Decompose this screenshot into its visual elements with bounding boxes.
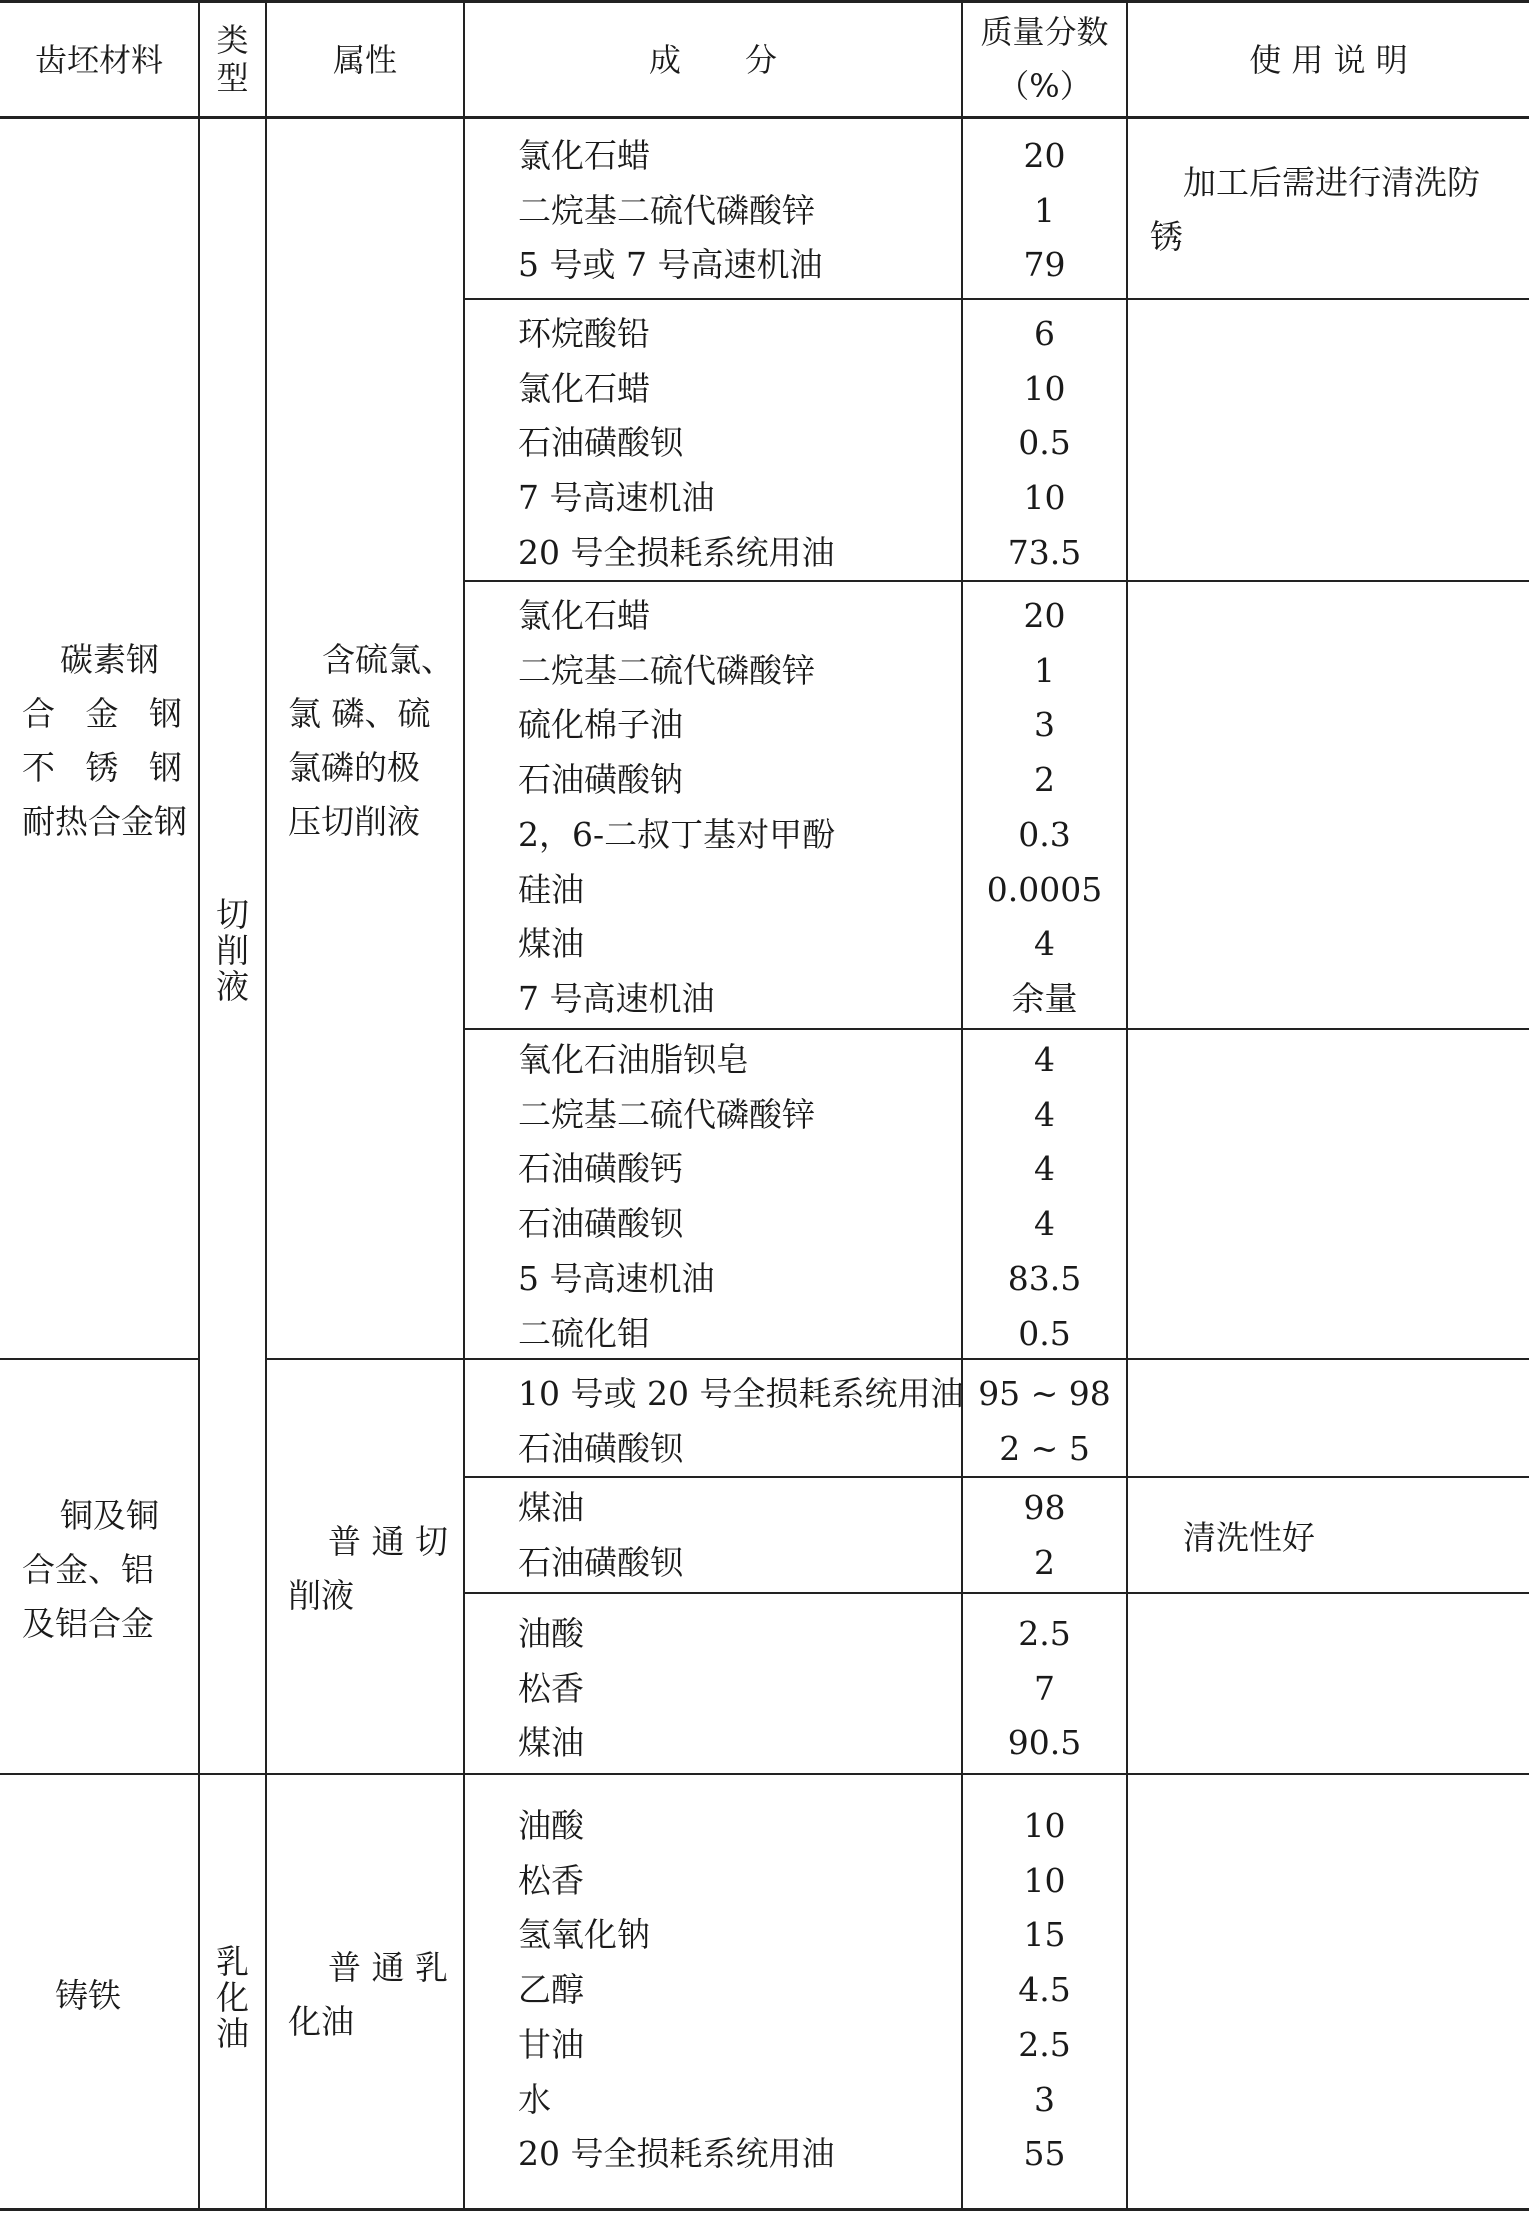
ingredient-name: 煤油 — [518, 1488, 584, 1527]
mass-fraction-value: 0.5 — [1018, 1313, 1071, 1353]
ingredient-name: 氢氧化钠 — [518, 1915, 650, 1955]
ingredient-name: 石油磺酸钡 — [518, 1204, 683, 1244]
mass-fraction-value: 4 — [1034, 1204, 1055, 1244]
ingredient-name: 二烷基二硫代磷酸锌 — [518, 1094, 815, 1134]
mass-fraction-value: 1 — [1034, 650, 1055, 690]
ingredient-name: 10 号或 20 号全损耗系统用油 — [518, 1374, 964, 1413]
ingredient-name: 2，6-二叔丁基对甲酚 — [518, 814, 836, 854]
material-steel-line: 合 金 钢 — [22, 694, 192, 733]
ingredient-name: 5 号或 7 号高速机油 — [518, 245, 823, 285]
mass-fraction-value: 15 — [1023, 1915, 1066, 1955]
mass-fraction-value: 20 — [1023, 596, 1066, 635]
mass-fraction-value: 2 — [1034, 760, 1055, 800]
ingredient-name: 二硫化钼 — [518, 1313, 650, 1353]
property-ep-line: 氯 磷、硫 — [288, 694, 431, 733]
group-divider — [463, 580, 1529, 582]
mass-fraction-value: 2 ~ 5 — [999, 1428, 1090, 1468]
type-cutting-char: 液 — [216, 967, 249, 1006]
ingredient-name: 硅油 — [518, 869, 584, 909]
type-emulsion-char: 油 — [216, 2014, 249, 2053]
group-divider — [463, 1028, 1529, 1030]
column-divider — [1126, 0, 1128, 2211]
ingredient-name: 氯化石蜡 — [518, 136, 650, 175]
ingredient-name: 石油磺酸钡 — [518, 1542, 683, 1582]
mass-fraction-value: 0.0005 — [986, 869, 1103, 909]
mass-fraction-value: 79 — [1023, 245, 1066, 285]
mass-fraction-value: 2.5 — [1018, 2024, 1071, 2064]
table-bottom-border — [0, 2208, 1529, 2211]
mass-fraction-value: 73.5 — [1007, 532, 1082, 572]
mass-fraction-value: 余量 — [1011, 978, 1078, 1018]
header-type-line1: 类 — [216, 21, 249, 59]
ingredient-name: 石油磺酸钠 — [518, 760, 683, 800]
ingredient-name: 松香 — [518, 1860, 584, 1900]
mass-fraction-value: 3 — [1034, 705, 1055, 745]
material-copper-line: 合金、铝 — [22, 1550, 154, 1589]
section-divider — [0, 1773, 1529, 1775]
type-cutting-char: 削 — [216, 931, 249, 970]
mass-fraction-value: 10 — [1023, 478, 1066, 518]
ingredient-name: 乙醇 — [518, 1970, 584, 2010]
property-common-cutting-line: 削液 — [288, 1576, 354, 1615]
ingredient-name: 20 号全损耗系统用油 — [518, 2134, 835, 2174]
material-steel-line: 不 锈 钢 — [22, 748, 192, 787]
usage-note: 清洗性好 — [1183, 1518, 1315, 1557]
material-copper-line: 及铝合金 — [22, 1604, 154, 1643]
header-property: 属性 — [332, 41, 397, 79]
mass-fraction-value: 4 — [1034, 1094, 1055, 1134]
mass-fraction-value: 2 — [1034, 1542, 1055, 1582]
mass-fraction-value: 3 — [1034, 2079, 1055, 2119]
mass-fraction-value: 2.5 — [1018, 1614, 1071, 1653]
material-iron: 铸铁 — [55, 1976, 121, 2015]
usage-note: 锈 — [1150, 217, 1183, 256]
ingredient-name: 氯化石蜡 — [518, 596, 650, 635]
mass-fraction-value: 6 — [1034, 314, 1055, 353]
material-copper-line: 铜及铜 — [60, 1496, 159, 1535]
ingredient-name: 油酸 — [518, 1614, 584, 1653]
mass-fraction-value: 95 ~ 98 — [978, 1374, 1111, 1413]
mass-fraction-value: 10 — [1023, 368, 1066, 408]
property-common-cutting-line: 普 通 切 — [328, 1522, 448, 1561]
header-usage: 使 用 说 明 — [1249, 41, 1408, 79]
ingredient-name: 氯化石蜡 — [518, 368, 650, 408]
header-bottom-border — [0, 116, 1529, 119]
mass-fraction-value: 1 — [1034, 190, 1055, 230]
header-mass-line2: （%） — [997, 67, 1092, 105]
ingredient-name: 石油磺酸钡 — [518, 1428, 683, 1468]
ingredient-name: 水 — [518, 2079, 551, 2119]
mass-fraction-value: 4.5 — [1018, 1970, 1071, 2010]
ingredient-name: 煤油 — [518, 924, 584, 964]
ingredient-name: 煤油 — [518, 1723, 584, 1763]
type-emulsion-char: 乳 — [216, 1942, 249, 1981]
mass-fraction-value: 10 — [1023, 1860, 1066, 1900]
column-divider — [265, 0, 267, 2211]
ingredient-name: 7 号高速机油 — [518, 478, 715, 518]
ingredient-name: 石油磺酸钙 — [518, 1149, 683, 1189]
mass-fraction-value: 4 — [1034, 1149, 1055, 1189]
table-top-border — [0, 0, 1529, 3]
header-ingredient: 成 分 — [648, 41, 777, 79]
ingredient-name: 甘油 — [518, 2024, 584, 2064]
property-ep-line: 含硫氯、 — [322, 640, 454, 679]
mass-fraction-value: 0.5 — [1018, 423, 1071, 463]
ingredient-name: 7 号高速机油 — [518, 978, 715, 1018]
ingredient-name: 松香 — [518, 1668, 584, 1708]
mass-fraction-value: 10 — [1023, 1806, 1066, 1845]
mass-fraction-value: 0.3 — [1018, 814, 1071, 854]
header-material: 齿坯材料 — [34, 41, 163, 79]
usage-note: 加工后需进行清洗防 — [1183, 163, 1480, 202]
mass-fraction-value: 98 — [1023, 1488, 1066, 1527]
column-divider — [198, 0, 200, 2211]
mass-fraction-value: 4 — [1034, 1040, 1055, 1079]
ingredient-name: 硫化棉子油 — [518, 705, 683, 745]
group-divider — [463, 1476, 1529, 1478]
ingredient-name: 环烷酸铅 — [518, 314, 650, 353]
group-divider — [463, 298, 1529, 300]
mass-fraction-value: 55 — [1023, 2134, 1066, 2174]
ingredient-name: 氧化石油脂钡皂 — [518, 1040, 749, 1079]
mass-fraction-value: 4 — [1034, 924, 1055, 964]
mass-fraction-value: 7 — [1034, 1668, 1055, 1708]
group-divider — [463, 1592, 1529, 1594]
property-common-emulsion-line: 普 通 乳 — [328, 1948, 448, 1987]
property-ep-line: 氯磷的极 — [288, 748, 420, 787]
ingredient-name: 油酸 — [518, 1806, 584, 1845]
ingredient-name: 5 号高速机油 — [518, 1258, 715, 1298]
ingredient-name: 二烷基二硫代磷酸锌 — [518, 190, 815, 230]
section-divider — [0, 1358, 198, 1360]
material-steel-line: 碳素钢 — [60, 640, 159, 679]
mass-fraction-value: 90.5 — [1007, 1723, 1082, 1763]
property-common-emulsion-line: 化油 — [288, 2002, 354, 2041]
property-ep-line: 压切削液 — [288, 802, 420, 841]
ingredient-name: 二烷基二硫代磷酸锌 — [518, 650, 815, 690]
mass-fraction-value: 20 — [1023, 136, 1066, 175]
header-mass-line1: 质量分数 — [980, 13, 1109, 51]
column-divider — [463, 0, 465, 2211]
ingredient-name: 石油磺酸钡 — [518, 423, 683, 463]
mass-fraction-value: 83.5 — [1007, 1258, 1082, 1298]
header-type-line2: 型 — [216, 59, 249, 97]
section-divider — [265, 1358, 1529, 1360]
material-steel-line: 耐热合金钢 — [22, 802, 187, 841]
type-emulsion-char: 化 — [216, 1978, 249, 2017]
type-cutting-char: 切 — [216, 895, 249, 934]
ingredient-name: 20 号全损耗系统用油 — [518, 532, 835, 572]
